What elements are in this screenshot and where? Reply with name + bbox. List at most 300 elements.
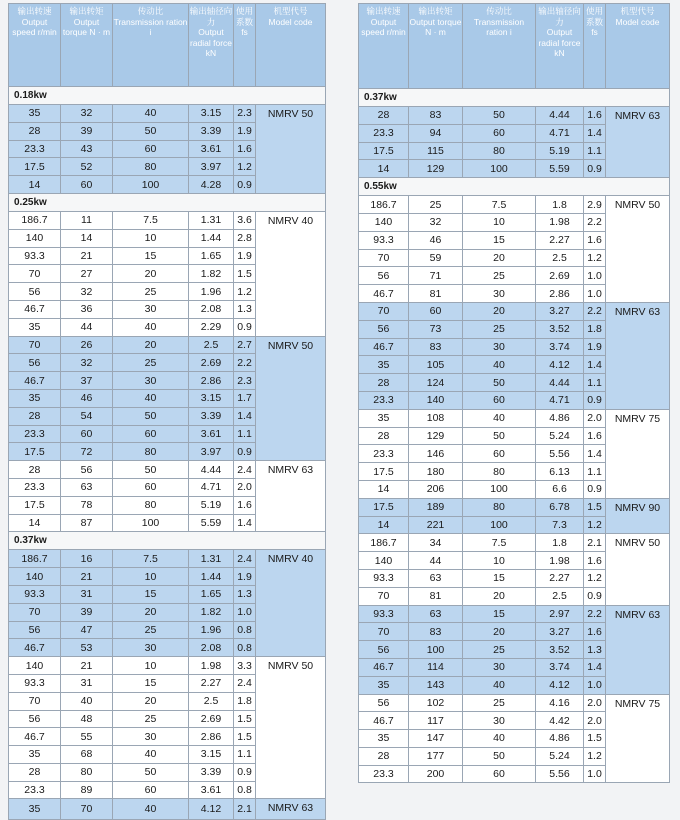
output-torque-cell: 26 xyxy=(61,336,113,354)
output-torque-cell: 72 xyxy=(61,443,113,461)
output-speed-cell: 140 xyxy=(9,657,61,675)
service-factor-cell: 1.1 xyxy=(584,142,606,160)
service-factor-cell: 1.3 xyxy=(584,641,606,659)
output-speed-cell: 35 xyxy=(9,746,61,764)
transmission-ratio-cell: 25 xyxy=(463,694,536,712)
output-torque-cell: 32 xyxy=(61,283,113,301)
service-factor-cell: 1.6 xyxy=(584,552,606,570)
output-torque-cell: 140 xyxy=(409,391,463,409)
output-torque-cell: 129 xyxy=(409,427,463,445)
service-factor-cell: 1.4 xyxy=(234,407,256,425)
output-speed-cell: 17.5 xyxy=(9,496,61,514)
radial-force-cell: 2.5 xyxy=(189,692,234,710)
transmission-ratio-cell: 25 xyxy=(113,621,189,639)
transmission-ratio-cell: 10 xyxy=(113,657,189,675)
service-factor-cell: 1.2 xyxy=(234,283,256,301)
model-code-cell: NMRV 50 xyxy=(606,196,670,303)
output-torque-cell: 25 xyxy=(409,196,463,214)
header-model-code: 机型代号 Model code xyxy=(256,4,326,87)
output-speed-cell: 46.7 xyxy=(9,639,61,657)
output-speed-cell: 93.3 xyxy=(359,569,409,587)
model-code-cell: NMRV 75 xyxy=(606,409,670,498)
table-row xyxy=(9,799,326,820)
header-row xyxy=(9,4,326,87)
service-factor-cell: 1.0 xyxy=(584,765,606,783)
output-speed-cell: 17.5 xyxy=(359,463,409,481)
output-torque-cell: 44 xyxy=(409,552,463,570)
transmission-ratio-cell: 60 xyxy=(463,391,536,409)
radial-force-cell: 7.3 xyxy=(536,516,584,534)
output-torque-cell: 44 xyxy=(61,318,113,336)
output-torque-cell: 206 xyxy=(409,480,463,498)
service-factor-cell: 1.2 xyxy=(584,516,606,534)
power-rating-label: 0.37kw xyxy=(9,532,326,550)
output-speed-cell: 70 xyxy=(359,302,409,320)
service-factor-cell: 1.2 xyxy=(234,158,256,176)
output-speed-cell: 23.3 xyxy=(359,391,409,409)
output-speed-cell: 28 xyxy=(359,747,409,765)
radial-force-cell: 5.56 xyxy=(536,445,584,463)
radial-force-cell: 2.69 xyxy=(189,710,234,728)
radial-force-cell: 4.16 xyxy=(536,694,584,712)
radial-force-cell: 5.24 xyxy=(536,747,584,765)
power-rating-label: 0.55kw xyxy=(359,178,670,196)
output-torque-cell: 146 xyxy=(409,445,463,463)
transmission-ratio-cell: 100 xyxy=(463,516,536,534)
output-torque-cell: 16 xyxy=(61,550,113,568)
radial-force-cell: 2.5 xyxy=(536,249,584,267)
table-row xyxy=(359,694,670,712)
output-torque-cell: 89 xyxy=(61,781,113,799)
radial-force-cell: 1.8 xyxy=(536,534,584,552)
transmission-ratio-cell: 40 xyxy=(463,409,536,427)
service-factor-cell: 1.9 xyxy=(234,247,256,265)
service-factor-cell: 2.0 xyxy=(234,478,256,496)
radial-force-cell: 5.59 xyxy=(536,160,584,178)
radial-force-cell: 3.61 xyxy=(189,425,234,443)
service-factor-cell: 1.5 xyxy=(584,730,606,748)
output-speed-cell: 56 xyxy=(9,621,61,639)
output-speed-cell: 56 xyxy=(359,641,409,659)
radial-force-cell: 1.31 xyxy=(189,550,234,568)
output-speed-cell: 93.3 xyxy=(9,585,61,603)
transmission-ratio-cell: 40 xyxy=(113,746,189,764)
transmission-ratio-cell: 25 xyxy=(463,267,536,285)
service-factor-cell: 1.6 xyxy=(584,427,606,445)
model-code-cell: NMRV 40 xyxy=(256,550,326,657)
transmission-ratio-cell: 80 xyxy=(463,498,536,516)
service-factor-cell: 1.1 xyxy=(584,463,606,481)
service-factor-cell: 1.7 xyxy=(234,389,256,407)
output-torque-cell: 14 xyxy=(61,229,113,247)
service-factor-cell: 1.1 xyxy=(234,425,256,443)
radial-force-cell: 4.12 xyxy=(536,676,584,694)
radial-force-cell: 2.86 xyxy=(536,285,584,303)
output-speed-cell: 14 xyxy=(359,516,409,534)
radial-force-cell: 1.31 xyxy=(189,211,234,229)
radial-force-cell: 5.19 xyxy=(536,142,584,160)
output-speed-cell: 70 xyxy=(9,603,61,621)
output-torque-cell: 87 xyxy=(61,514,113,532)
output-torque-cell: 39 xyxy=(61,603,113,621)
table-row xyxy=(9,336,326,354)
transmission-ratio-cell: 25 xyxy=(113,283,189,301)
output-speed-cell: 35 xyxy=(9,105,61,123)
service-factor-cell: 1.3 xyxy=(234,300,256,318)
output-speed-cell: 17.5 xyxy=(359,142,409,160)
radial-force-cell: 3.27 xyxy=(536,302,584,320)
radial-force-cell: 2.27 xyxy=(536,231,584,249)
service-factor-cell: 1.4 xyxy=(234,514,256,532)
transmission-ratio-cell: 15 xyxy=(463,605,536,623)
output-torque-cell: 47 xyxy=(61,621,113,639)
transmission-ratio-cell: 60 xyxy=(113,781,189,799)
power-section-row xyxy=(9,193,326,211)
output-speed-cell: 14 xyxy=(359,160,409,178)
table-row xyxy=(359,107,670,125)
output-torque-cell: 39 xyxy=(61,122,113,140)
transmission-ratio-cell: 20 xyxy=(113,265,189,283)
service-factor-cell: 1.9 xyxy=(234,122,256,140)
header-output-speed: 输出转速 Output speed r/min xyxy=(359,4,409,89)
model-code-cell: NMRV 63 xyxy=(606,605,670,694)
output-speed-cell: 46.7 xyxy=(359,658,409,676)
transmission-ratio-cell: 30 xyxy=(113,300,189,318)
transmission-ratio-cell: 7.5 xyxy=(113,211,189,229)
transmission-ratio-cell: 25 xyxy=(463,641,536,659)
radial-force-cell: 4.86 xyxy=(536,409,584,427)
output-torque-cell: 31 xyxy=(61,674,113,692)
radial-force-cell: 5.19 xyxy=(189,496,234,514)
service-factor-cell: 1.5 xyxy=(234,265,256,283)
radial-force-cell: 3.15 xyxy=(189,746,234,764)
output-torque-cell: 180 xyxy=(409,463,463,481)
output-torque-cell: 46 xyxy=(409,231,463,249)
output-speed-cell: 35 xyxy=(9,318,61,336)
transmission-ratio-cell: 20 xyxy=(463,249,536,267)
service-factor-cell: 2.2 xyxy=(584,302,606,320)
transmission-ratio-cell: 60 xyxy=(113,140,189,158)
header-radial-force: 输出轴径向力 Output radial force kN xyxy=(189,4,234,87)
transmission-ratio-cell: 60 xyxy=(463,765,536,783)
service-factor-cell: 1.0 xyxy=(234,603,256,621)
output-speed-cell: 14 xyxy=(359,480,409,498)
output-torque-cell: 102 xyxy=(409,694,463,712)
service-factor-cell: 2.2 xyxy=(234,354,256,372)
radial-force-cell: 2.86 xyxy=(189,372,234,390)
transmission-ratio-cell: 50 xyxy=(463,107,536,125)
radial-force-cell: 4.71 xyxy=(189,478,234,496)
service-factor-cell: 0.9 xyxy=(234,763,256,781)
transmission-ratio-cell: 40 xyxy=(463,730,536,748)
output-torque-cell: 56 xyxy=(61,461,113,479)
service-factor-cell: 1.6 xyxy=(584,623,606,641)
transmission-ratio-cell: 40 xyxy=(463,356,536,374)
radial-force-cell: 1.98 xyxy=(536,552,584,570)
service-factor-cell: 1.0 xyxy=(584,676,606,694)
radial-force-cell: 4.44 xyxy=(536,374,584,392)
output-speed-cell: 70 xyxy=(9,692,61,710)
output-speed-cell: 14 xyxy=(9,514,61,532)
service-factor-cell: 2.8 xyxy=(234,229,256,247)
model-code-cell: NMRV 75 xyxy=(606,694,670,783)
output-speed-cell: 56 xyxy=(359,267,409,285)
output-torque-cell: 46 xyxy=(61,389,113,407)
output-torque-cell: 78 xyxy=(61,496,113,514)
transmission-ratio-cell: 40 xyxy=(113,389,189,407)
output-speed-cell: 23.3 xyxy=(9,425,61,443)
left-spec-table xyxy=(8,3,326,820)
transmission-ratio-cell: 15 xyxy=(113,585,189,603)
output-speed-cell: 46.7 xyxy=(359,712,409,730)
output-torque-cell: 21 xyxy=(61,247,113,265)
radial-force-cell: 4.12 xyxy=(189,799,234,820)
service-factor-cell: 2.0 xyxy=(584,712,606,730)
transmission-ratio-cell: 40 xyxy=(113,318,189,336)
output-speed-cell: 186.7 xyxy=(9,550,61,568)
radial-force-cell: 1.82 xyxy=(189,265,234,283)
service-factor-cell: 1.9 xyxy=(584,338,606,356)
service-factor-cell: 0.9 xyxy=(234,443,256,461)
radial-force-cell: 3.15 xyxy=(189,389,234,407)
radial-force-cell: 4.71 xyxy=(536,391,584,409)
transmission-ratio-cell: 30 xyxy=(463,285,536,303)
radial-force-cell: 2.5 xyxy=(189,336,234,354)
service-factor-cell: 1.3 xyxy=(234,585,256,603)
radial-force-cell: 2.27 xyxy=(536,569,584,587)
output-speed-cell: 70 xyxy=(359,623,409,641)
service-factor-cell: 2.1 xyxy=(234,799,256,820)
radial-force-cell: 1.65 xyxy=(189,247,234,265)
service-factor-cell: 2.0 xyxy=(584,409,606,427)
radial-force-cell: 1.96 xyxy=(189,621,234,639)
radial-force-cell: 2.97 xyxy=(536,605,584,623)
radial-force-cell: 3.61 xyxy=(189,140,234,158)
left-table-body xyxy=(9,87,326,820)
output-torque-cell: 54 xyxy=(61,407,113,425)
output-speed-cell: 35 xyxy=(359,676,409,694)
output-speed-cell: 56 xyxy=(9,710,61,728)
output-torque-cell: 31 xyxy=(61,585,113,603)
radial-force-cell: 1.96 xyxy=(189,283,234,301)
output-torque-cell: 59 xyxy=(409,249,463,267)
power-section-row xyxy=(9,87,326,105)
output-speed-cell: 70 xyxy=(359,587,409,605)
output-torque-cell: 32 xyxy=(61,354,113,372)
radial-force-cell: 3.15 xyxy=(189,105,234,123)
output-speed-cell: 17.5 xyxy=(9,158,61,176)
output-speed-cell: 140 xyxy=(9,568,61,586)
radial-force-cell: 1.98 xyxy=(189,657,234,675)
radial-force-cell: 3.52 xyxy=(536,641,584,659)
output-torque-cell: 60 xyxy=(409,302,463,320)
output-speed-cell: 186.7 xyxy=(359,196,409,214)
output-speed-cell: 17.5 xyxy=(359,498,409,516)
output-speed-cell: 28 xyxy=(9,407,61,425)
table-row xyxy=(9,211,326,229)
output-torque-cell: 189 xyxy=(409,498,463,516)
table-row xyxy=(9,105,326,123)
output-speed-cell: 28 xyxy=(359,427,409,445)
power-rating-label: 0.18kw xyxy=(9,87,326,105)
radial-force-cell: 5.59 xyxy=(189,514,234,532)
output-torque-cell: 83 xyxy=(409,623,463,641)
output-speed-cell: 46.7 xyxy=(9,728,61,746)
output-speed-cell: 23.3 xyxy=(9,781,61,799)
service-factor-cell: 1.6 xyxy=(234,496,256,514)
output-torque-cell: 36 xyxy=(61,300,113,318)
transmission-ratio-cell: 60 xyxy=(113,425,189,443)
model-code-cell: NMRV 63 xyxy=(256,461,326,532)
service-factor-cell: 2.3 xyxy=(234,105,256,123)
output-speed-cell: 46.7 xyxy=(359,285,409,303)
radial-force-cell: 2.86 xyxy=(189,728,234,746)
radial-force-cell: 6.13 xyxy=(536,463,584,481)
model-code-cell: NMRV 63 xyxy=(606,302,670,409)
output-torque-cell: 200 xyxy=(409,765,463,783)
output-torque-cell: 70 xyxy=(61,799,113,820)
transmission-ratio-cell: 7.5 xyxy=(113,550,189,568)
power-rating-label: 0.37kw xyxy=(359,89,670,107)
service-factor-cell: 2.1 xyxy=(584,534,606,552)
output-speed-cell: 186.7 xyxy=(9,211,61,229)
output-speed-cell: 28 xyxy=(9,461,61,479)
output-torque-cell: 53 xyxy=(61,639,113,657)
service-factor-cell: 0.9 xyxy=(584,480,606,498)
service-factor-cell: 0.9 xyxy=(234,318,256,336)
transmission-ratio-cell: 50 xyxy=(113,122,189,140)
radial-force-cell: 3.97 xyxy=(189,158,234,176)
service-factor-cell: 1.4 xyxy=(584,356,606,374)
model-code-cell: NMRV 50 xyxy=(256,336,326,461)
transmission-ratio-cell: 40 xyxy=(113,105,189,123)
radial-force-cell: 6.78 xyxy=(536,498,584,516)
transmission-ratio-cell: 7.5 xyxy=(463,196,536,214)
right-spec-table xyxy=(358,3,670,783)
table-row xyxy=(9,657,326,675)
transmission-ratio-cell: 20 xyxy=(463,587,536,605)
transmission-ratio-cell: 30 xyxy=(463,658,536,676)
radial-force-cell: 1.82 xyxy=(189,603,234,621)
radial-force-cell: 3.39 xyxy=(189,407,234,425)
transmission-ratio-cell: 30 xyxy=(463,712,536,730)
power-section-row xyxy=(9,532,326,550)
transmission-ratio-cell: 80 xyxy=(463,142,536,160)
service-factor-cell: 3.3 xyxy=(234,657,256,675)
output-speed-cell: 23.3 xyxy=(359,445,409,463)
output-torque-cell: 108 xyxy=(409,409,463,427)
output-torque-cell: 32 xyxy=(61,105,113,123)
output-speed-cell: 93.3 xyxy=(9,247,61,265)
output-torque-cell: 27 xyxy=(61,265,113,283)
model-code-cell: NMRV 50 xyxy=(256,657,326,799)
output-torque-cell: 100 xyxy=(409,641,463,659)
table-row xyxy=(359,498,670,516)
output-torque-cell: 43 xyxy=(61,140,113,158)
transmission-ratio-cell: 40 xyxy=(113,799,189,820)
output-torque-cell: 68 xyxy=(61,746,113,764)
output-speed-cell: 70 xyxy=(359,249,409,267)
radial-force-cell: 3.97 xyxy=(189,443,234,461)
radial-force-cell: 4.44 xyxy=(536,107,584,125)
radial-force-cell: 1.65 xyxy=(189,585,234,603)
model-code-cell: NMRV 50 xyxy=(256,105,326,194)
service-factor-cell: 1.4 xyxy=(584,445,606,463)
output-speed-cell: 28 xyxy=(359,374,409,392)
output-torque-cell: 63 xyxy=(409,605,463,623)
service-factor-cell: 2.2 xyxy=(584,213,606,231)
transmission-ratio-cell: 25 xyxy=(463,320,536,338)
header-transmission-ratio: 传动比 Transmission ration i xyxy=(463,4,536,89)
radial-force-cell: 2.69 xyxy=(536,267,584,285)
radial-force-cell: 4.12 xyxy=(536,356,584,374)
transmission-ratio-cell: 15 xyxy=(113,247,189,265)
service-factor-cell: 1.2 xyxy=(584,747,606,765)
radial-force-cell: 3.39 xyxy=(189,122,234,140)
radial-force-cell: 3.74 xyxy=(536,338,584,356)
power-section-row xyxy=(359,89,670,107)
output-speed-cell: 35 xyxy=(9,389,61,407)
service-factor-cell: 1.5 xyxy=(234,710,256,728)
transmission-ratio-cell: 10 xyxy=(463,213,536,231)
transmission-ratio-cell: 40 xyxy=(463,676,536,694)
output-speed-cell: 28 xyxy=(359,107,409,125)
output-torque-cell: 32 xyxy=(409,213,463,231)
output-torque-cell: 21 xyxy=(61,568,113,586)
output-speed-cell: 35 xyxy=(359,409,409,427)
service-factor-cell: 0.8 xyxy=(234,621,256,639)
output-speed-cell: 140 xyxy=(359,552,409,570)
radial-force-cell: 6.6 xyxy=(536,480,584,498)
output-torque-cell: 81 xyxy=(409,285,463,303)
output-torque-cell: 11 xyxy=(61,211,113,229)
transmission-ratio-cell: 80 xyxy=(113,496,189,514)
output-torque-cell: 52 xyxy=(61,158,113,176)
output-speed-cell: 56 xyxy=(359,694,409,712)
output-speed-cell: 186.7 xyxy=(359,534,409,552)
table-row xyxy=(359,409,670,427)
output-torque-cell: 124 xyxy=(409,374,463,392)
output-torque-cell: 177 xyxy=(409,747,463,765)
transmission-ratio-cell: 50 xyxy=(463,427,536,445)
power-rating-label: 0.25kw xyxy=(9,193,326,211)
radial-force-cell: 4.71 xyxy=(536,124,584,142)
output-torque-cell: 114 xyxy=(409,658,463,676)
radial-force-cell: 5.56 xyxy=(536,765,584,783)
transmission-ratio-cell: 80 xyxy=(463,463,536,481)
service-factor-cell: 2.4 xyxy=(234,550,256,568)
output-torque-cell: 80 xyxy=(61,763,113,781)
service-factor-cell: 2.4 xyxy=(234,674,256,692)
model-code-cell: NMRV 40 xyxy=(256,211,326,336)
transmission-ratio-cell: 20 xyxy=(463,302,536,320)
output-torque-cell: 221 xyxy=(409,516,463,534)
header-radial-force: 输出轴径向力 Output radial force kN xyxy=(536,4,584,89)
output-speed-cell: 93.3 xyxy=(359,605,409,623)
header-row xyxy=(359,4,670,89)
output-speed-cell: 28 xyxy=(9,122,61,140)
radial-force-cell: 2.27 xyxy=(189,674,234,692)
transmission-ratio-cell: 30 xyxy=(113,728,189,746)
output-torque-cell: 143 xyxy=(409,676,463,694)
radial-force-cell: 3.61 xyxy=(189,781,234,799)
transmission-ratio-cell: 80 xyxy=(113,158,189,176)
output-torque-cell: 83 xyxy=(409,107,463,125)
radial-force-cell: 4.42 xyxy=(536,712,584,730)
table-row xyxy=(359,302,670,320)
radial-force-cell: 2.29 xyxy=(189,318,234,336)
transmission-ratio-cell: 60 xyxy=(463,445,536,463)
